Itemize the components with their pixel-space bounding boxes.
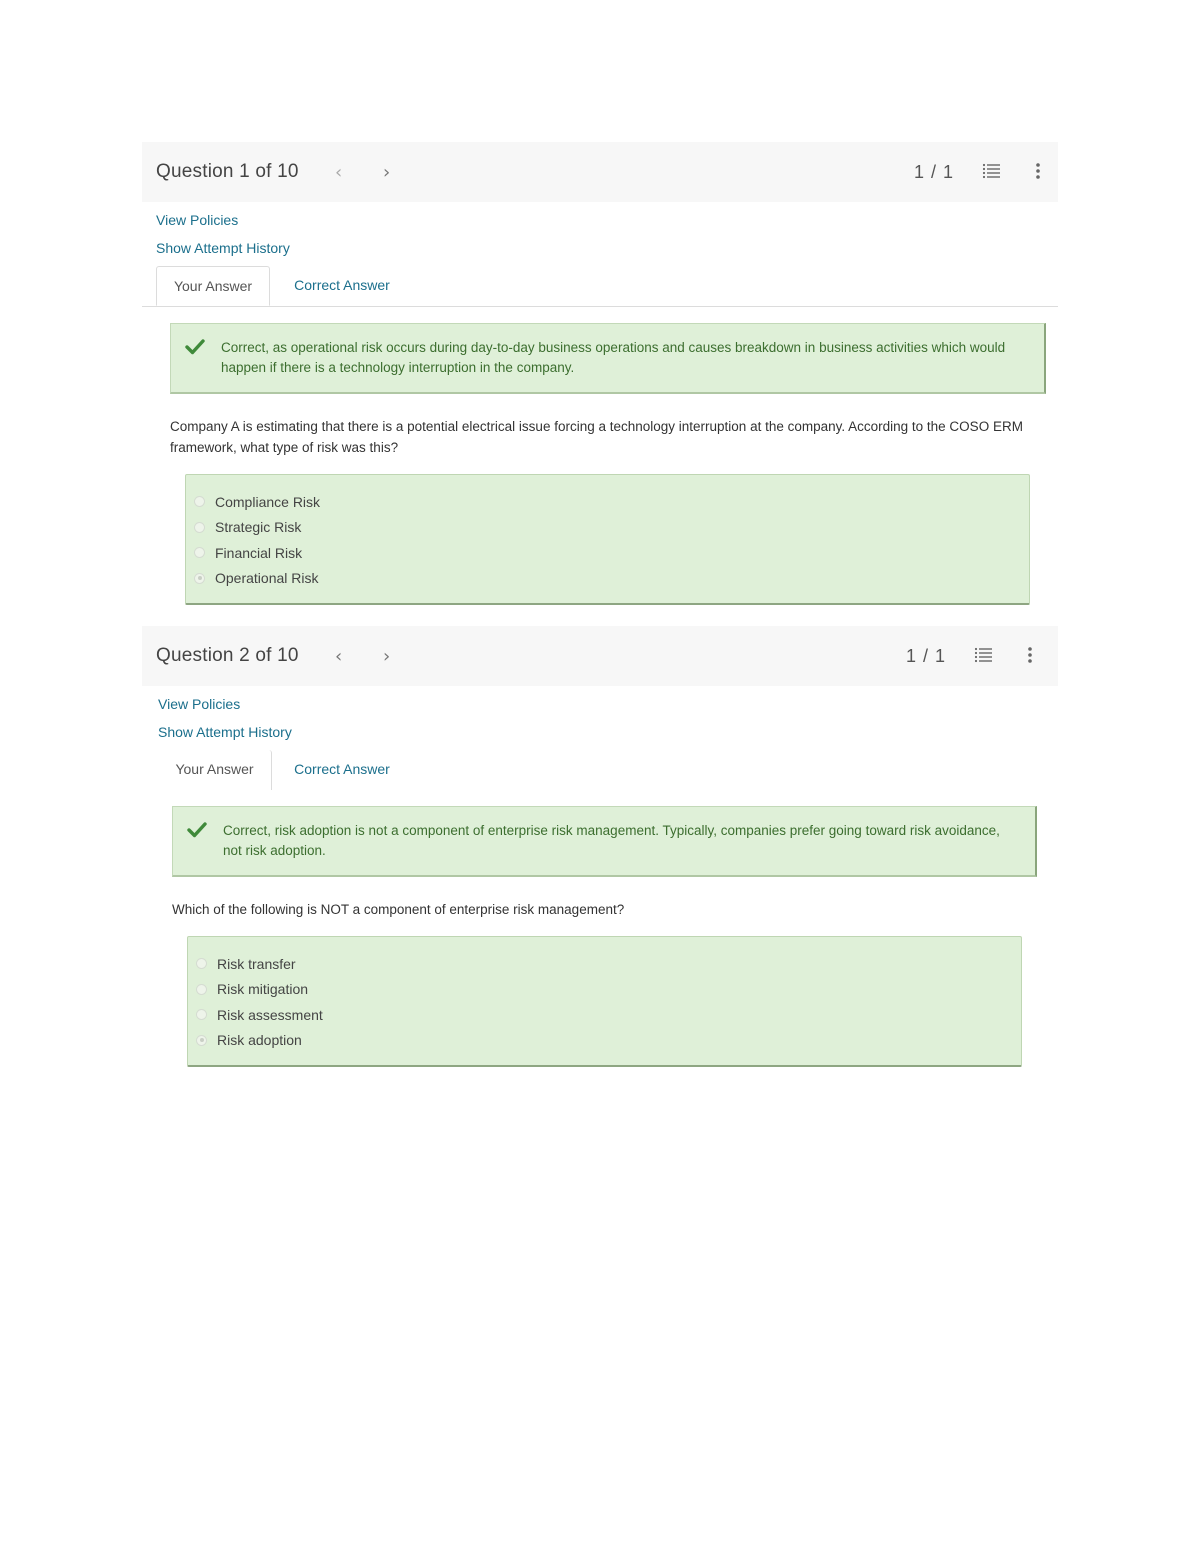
tab-your-answer[interactable]: Your Answer [158,750,272,790]
check-icon [187,821,207,839]
option-row[interactable] [194,489,1021,515]
radio-button-selected[interactable] [194,573,205,584]
option-label: Risk mitigation [217,981,309,998]
show-attempt-history-link[interactable]: Show Attempt History [158,724,292,740]
question-list-icon[interactable] [974,645,994,665]
option-row[interactable] [194,540,1021,566]
answer-tabs [142,750,1058,790]
question-links [142,686,1058,746]
question-list-icon[interactable] [982,161,1002,181]
option-row[interactable] [196,951,1013,977]
option-label: Operational Risk [215,570,319,587]
tab-your-answer[interactable]: Your Answer [156,266,270,306]
chevron-left-icon[interactable]: ‹ [335,645,343,667]
tab-correct-answer[interactable]: Correct Answer [294,761,390,777]
question-header [142,142,1058,202]
option-row[interactable] [196,977,1013,1003]
option-row-selected[interactable] [194,566,1021,592]
question-header [142,626,1058,686]
option-label: Risk adoption [217,1032,302,1049]
chevron-left-icon[interactable]: ‹ [335,161,343,183]
radio-button[interactable] [194,496,205,507]
question-score: 1 / 1 [913,161,954,182]
radio-button-selected[interactable] [196,1035,207,1046]
feedback-text: Correct, as operational risk occurs during day-to-day business operations and causes breakdown in business activities which would happen if there is a technology interruption in the company. [221,340,1006,375]
tab-correct-answer[interactable]: Correct Answer [294,277,390,293]
chevron-right-icon[interactable]: › [383,161,391,183]
chevron-right-icon[interactable]: › [383,645,391,667]
view-policies-link[interactable]: View Policies [158,696,241,712]
check-icon [185,338,205,356]
feedback-box [172,806,1037,877]
radio-button[interactable] [194,547,205,558]
question-title: Question 1 of 10 [156,161,299,182]
show-attempt-history-link[interactable]: Show Attempt History [156,240,290,256]
feedback-box [170,323,1046,394]
option-row-selected[interactable] [196,1028,1013,1054]
option-label: Strategic Risk [215,519,302,536]
question-block-2 [142,626,1058,1072]
question-title: Question 2 of 10 [156,645,299,666]
radio-button[interactable] [196,1009,207,1020]
radio-button[interactable] [196,984,207,995]
option-label: Financial Risk [215,544,303,561]
more-options-icon[interactable] [1032,161,1044,181]
option-row[interactable] [196,1002,1013,1028]
question-text: Company A is estimating that there is a potential electrical issue forcing a technology interruption at the company. According to the COSO ERM framework, what type of risk was this? [170,419,1023,455]
question-score: 1 / 1 [905,645,946,666]
question-text: Which of the following is NOT a component of enterprise risk management? [172,902,625,917]
view-policies-link[interactable]: View Policies [156,212,239,228]
option-label: Risk transfer [217,955,296,972]
more-options-icon[interactable] [1024,645,1036,665]
question-links [142,202,1058,262]
feedback-text: Correct, risk adoption is not a component of enterprise risk management. Typically, companies prefer going toward risk avoidance, not risk adoption. [223,823,1000,858]
option-label: Risk assessment [217,1006,323,1023]
answer-tabs [142,266,1058,307]
question-block-1 [142,142,1058,618]
answer-options [185,474,1030,605]
answer-options [187,936,1022,1067]
radio-button[interactable] [196,958,207,969]
option-label: Compliance Risk [215,493,321,510]
radio-button[interactable] [194,522,205,533]
option-row[interactable] [194,515,1021,541]
